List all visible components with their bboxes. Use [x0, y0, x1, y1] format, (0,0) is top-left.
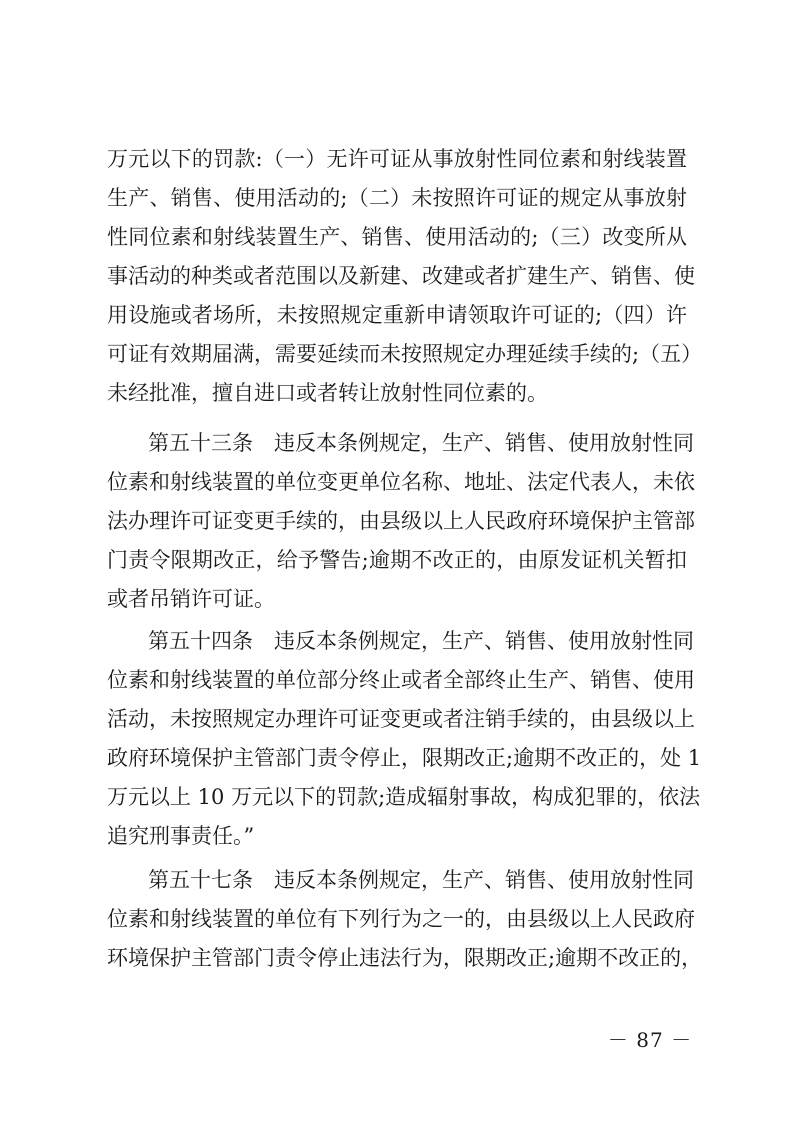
text-line: 万元以下的罚款:（一）无许可证从事放射性同位素和射线装置 — [107, 147, 687, 171]
page-number: － 87 － — [607, 1028, 693, 1052]
text-line: 生产、销售、使用活动的;（二）未按照许可证的规定从事放射 — [107, 186, 687, 210]
text-line: 性同位素和射线装置生产、销售、使用活动的;（三）改变所从 — [107, 225, 687, 249]
text-line: 用设施或者场所，未按照规定重新申请领取许可证的;（四）许 — [107, 303, 687, 327]
text-line: 或者吊销许可证。 — [107, 587, 275, 611]
article-heading-line: 第五十三条 违反本条例规定，生产、销售、使用放射性同 — [148, 431, 694, 455]
article-heading-line: 第五十七条 违反本条例规定，生产、销售、使用放射性同 — [148, 868, 694, 892]
text-line: 门责令限期改正，给予警告;逾期不改正的，由原发证机关暂扣 — [107, 548, 687, 572]
text-line: 环境保护主管部门责令停止违法行为，限期改正;逾期不改正的， — [107, 946, 703, 970]
text-line: 位素和射线装置的单位部分终止或者全部终止生产、销售、使用 — [107, 668, 695, 692]
text-line: 事活动的种类或者范围以及新建、改建或者扩建生产、销售、使 — [107, 264, 695, 288]
text-line: 未经批准，擅自进口或者转让放射性同位素的。 — [107, 381, 548, 405]
text-line: 万元以上 10 万元以下的罚款;造成辐射事故，构成犯罪的，依法 — [107, 785, 701, 809]
text-line: 位素和射线装置的单位变更单位名称、地址、法定代表人，未依 — [107, 470, 695, 494]
text-line: 法办理许可证变更手续的，由县级以上人民政府环境保护主管部 — [107, 509, 695, 533]
text-line: 可证有效期届满，需要延续而未按照规定办理延续手续的;（五） — [107, 342, 703, 366]
text-line: 追究刑事责任。” — [107, 824, 255, 848]
text-line: 活动，未按照规定办理许可证变更或者注销手续的，由县级以上 — [107, 707, 695, 731]
text-line: 位素和射线装置的单位有下列行为之一的，由县级以上人民政府 — [107, 907, 695, 931]
text-line: 政府环境保护主管部门责令停止，限期改正;逾期不改正的，处 1 — [107, 746, 702, 770]
article-heading-line: 第五十四条 违反本条例规定，生产、销售、使用放射性同 — [148, 629, 694, 653]
